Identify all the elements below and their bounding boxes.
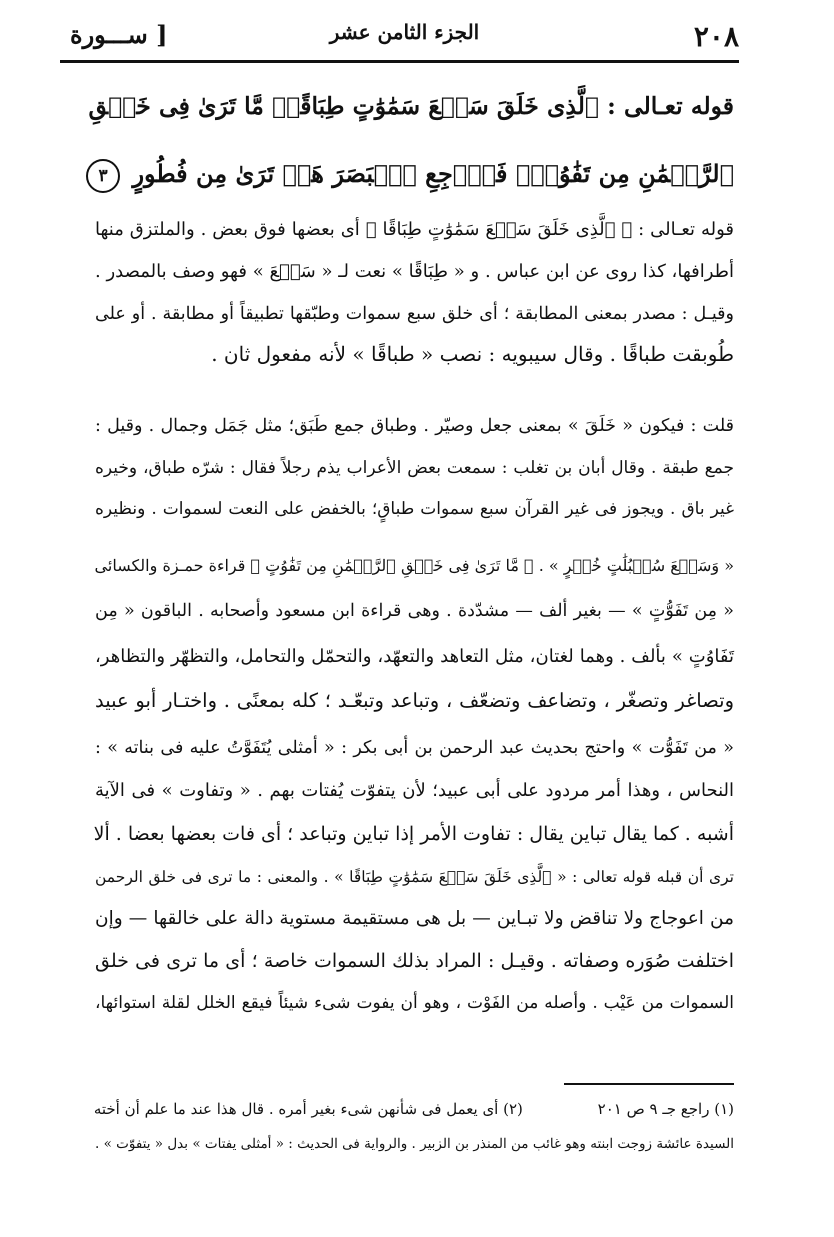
body-line: قلت : فيكون « خَلَقَ » بمعنى جعل وصيّر . وطباق جمع طَبَق؛ مثل جَمَل وجمال . وقيل :	[95, 416, 734, 436]
footnote-row-1	[95, 1098, 734, 1120]
body-line: طُوبقت طباقًا . وقال سيبويه : نصب « طباقًا » لأنه مفعول ثان .	[211, 342, 734, 366]
quran-verse-line-1	[80, 78, 734, 134]
body-line: غير باق . ويجوز فى غير القرآن سبع سموات طباقٍ؛ بالخفض على النعت لسموات . ونظيره	[95, 499, 734, 519]
footnote-1: (١) راجع جـ ٩ ص ٢٠١	[597, 1100, 734, 1118]
body-line: السموات من عَيْب . وأصله من الفَوْت ، وهو أن يفوت شىء شيئاً فيقع الخلل لقلة استوائها،	[95, 993, 734, 1013]
footnote-2-start: (٢) أى يعمل فى شأنهن شىء بغير أمره . قال هذا عند ما علم أن أخته	[93, 1100, 523, 1118]
footnote-separator	[564, 1083, 734, 1085]
quran-verse-line-2	[80, 146, 734, 202]
body-line: وقيـل : مصدر بمعنى المطابقة ؛ أى خلق سبع سموات وطبّقها تطبيقاً أو مطابقة . أو على	[95, 304, 734, 324]
body-line: أشبه . كما يقال تباين يقال : تفاوت الأمر إذا تباين وتباعد ؛ أى فات بعضها بعضا . ألا	[93, 823, 734, 845]
body-line: أطرافها، كذا روى عن ابن عباس . و « طِبَاقًا » نعت لـ « سَبۡعَ » فهو وصف بالمصدر .	[95, 261, 734, 282]
header-rule	[60, 60, 739, 63]
page-header	[70, 18, 739, 58]
body-line: تَفَاوُتٍ » بألف . وهما لغتان، مثل التعاهد والتعهّد، والتحمّل والتحامل، والتظهّر والتظاهر،	[95, 646, 734, 667]
verse-text-1: ٱلَّذِى خَلَقَ سَبۡعَ سَمَٰوَٰتٍ طِبَاقًاۖ مَّا تَرَىٰ فِى خَلۡقِ	[88, 92, 599, 120]
running-title: الجزء الثامن عشر	[329, 20, 480, 44]
ayah-number-marker: ٣	[86, 159, 120, 193]
body-line: قوله تعـالى : ﴿ ٱلَّذِى خَلَقَ سَبۡعَ سَمَٰوَٰتٍ طِبَاقًا ﴾ أى بعضها فوق بعض . والملتزق منها	[95, 219, 734, 240]
body-line: من اعوجاج ولا تناقض ولا تبـاين — بل هى مستقيمة مستوية دالة على خالقها — وإن	[95, 908, 734, 929]
page-number: ٢٠٨	[693, 20, 739, 53]
body-line: جمع طبقة . وقال أبان بن تغلب : سمعت بعض الأعراب يذم رجلاً فقال : شرّه طباق، وخيره	[95, 458, 734, 478]
body-line: ترى أن قبله قوله تعالى : « ٱلَّذِى خَلَقَ سَبۡعَ سَمَٰوَٰتٍ طِبَاقًا » . والمعنى : ما ترى فى خلق الرحمن	[95, 868, 734, 886]
body-line: « وَسَبۡعَ سُنۢبُلَٰتٍ خُضۡرٍ » . ﴿ مَّا تَرَىٰ فِى خَلۡقِ ٱلرَّحۡمَٰنِ مِن تَفَٰوُتٍ ﴾ قراءة حمـزة والكسائى	[94, 556, 734, 575]
verse-intro: قوله تعـالى :	[607, 92, 734, 120]
surah-label: [ ســـورة	[70, 20, 168, 49]
body-line: « من تَفَوُّت » واحتج بحديث عبد الرحمن بن أبى بكر : « أمثلى يُتَفَوَّتُ عليه فى بناته » :	[95, 738, 734, 758]
body-line: اختلفت صُوَره وصفاته . وقيـل : المراد بذلك السموات خاصة ؛ أى ما ترى فى خلق	[95, 950, 734, 972]
body-line: « مِن تَفَوُّتٍ » — بغير ألف — مشدّدة . وهى قراءة ابن مسعود وأصحابه . الباقون « مِن	[95, 601, 734, 621]
footnote-2-continuation: السيدة عائشة زوجت ابنته وهو غائب من المنذر بن الزبير . والرواية فى الحديث : « أمثلى يفتات » بدل « يتفوّت » .	[95, 1136, 734, 1152]
body-line: وتصاغر وتصغّر ، وتضاعف وتضعّف ، وتباعد وتبعّـد ؛ كله بمعنًى . واختـار أبو عبيد	[95, 689, 734, 712]
body-line: النحاس ، وهذا أمر مردود على أبى عبيد؛ لأن يتفوّت يُفتات بهم . « وتفاوت » فى الآية	[95, 780, 734, 801]
verse-text-2: ٱلرَّحۡمَٰنِ مِن تَفَٰوُتٍۖ فَٱرۡجِعِ ٱلۡبَصَرَ هَلۡ تَرَىٰ مِن فُطُورٍ	[132, 159, 734, 188]
